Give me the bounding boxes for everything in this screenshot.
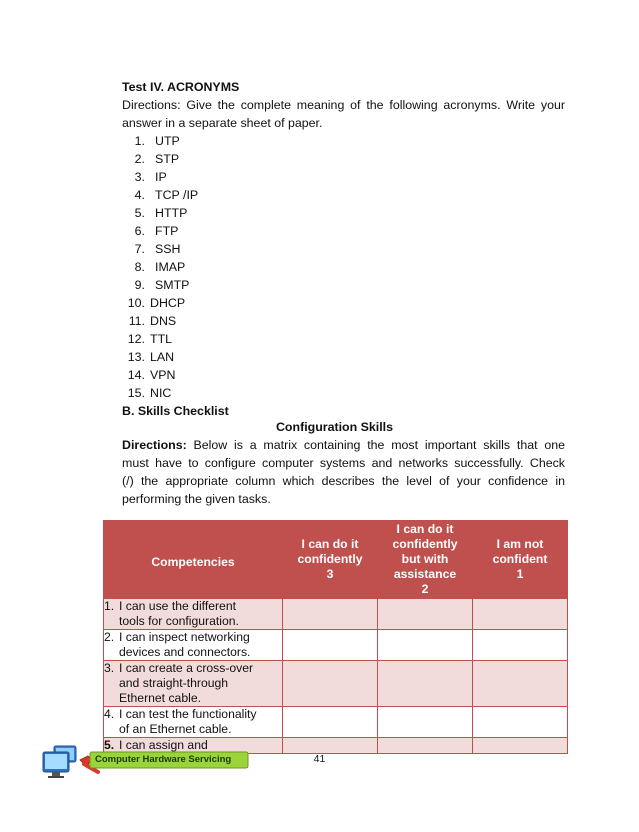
list-item: [0, 186, 300, 204]
list-item: [0, 258, 300, 276]
header-confident-3: I can do it confidently 3: [283, 521, 378, 599]
list-item-label: SSH: [155, 242, 181, 256]
check-cell-1[interactable]: [473, 661, 568, 707]
check-cell-3[interactable]: [283, 707, 378, 738]
list-item-number: 8.: [134, 260, 145, 274]
section-b-directions-line-4: performing the given tasks.: [122, 492, 271, 506]
list-item-label: HTTP: [155, 206, 188, 220]
check-cell-2[interactable]: [378, 630, 473, 661]
list-item: [0, 222, 300, 240]
list-item-number: 3.: [134, 170, 145, 184]
list-item: [0, 330, 300, 348]
list-item-number: 7.: [134, 242, 145, 256]
check-cell-1[interactable]: [473, 707, 568, 738]
list-item: [0, 168, 300, 186]
check-cell-1[interactable]: [473, 630, 568, 661]
list-item-number: 13.: [127, 350, 145, 364]
directions-text: Below is a matrix containing the most important skills that one: [186, 438, 565, 452]
test-iv-heading: Test IV. ACRONYMS: [122, 80, 240, 94]
section-b-directions-line-1: [122, 436, 565, 454]
check-cell-2[interactable]: [378, 599, 473, 630]
list-item: [0, 150, 300, 168]
page-number: 41: [313, 753, 326, 765]
test-iv-directions-line-2: answer in a separate sheet of paper.: [122, 116, 323, 130]
list-item: [0, 276, 300, 294]
check-cell-1[interactable]: [473, 738, 568, 754]
table-row: [104, 661, 568, 707]
list-item-label: DHCP: [150, 296, 186, 310]
list-item-number: 6.: [134, 224, 145, 238]
directions-label: Directions:: [122, 438, 187, 452]
list-item-label: FTP: [155, 224, 179, 238]
competency-cell: 2. I can inspect networking devices and connectors.: [104, 630, 283, 661]
check-cell-1[interactable]: [473, 599, 568, 630]
list-item-number: 15.: [127, 386, 145, 400]
check-cell-3[interactable]: [283, 661, 378, 707]
competency-cell: 4. I can test the functionality of an Ethernet cable.: [104, 707, 283, 738]
competency-cell: 3. I can create a cross-over and straight-through Ethernet cable.: [104, 661, 283, 707]
check-cell-3[interactable]: [283, 599, 378, 630]
check-cell-3[interactable]: [283, 630, 378, 661]
list-item-number: 10.: [127, 296, 145, 310]
competency-cell: 1. I can use the different tools for configuration.: [104, 599, 283, 630]
list-item-label: LAN: [150, 350, 175, 364]
table-header-row: [104, 521, 568, 599]
test-iv-directions-line-1: Directions: Give the complete meaning of the following acronyms. Write your: [122, 98, 565, 112]
header-competencies: Competencies: [104, 521, 283, 599]
list-item-label: TCP /IP: [155, 188, 199, 202]
list-item: [0, 240, 300, 258]
list-item-label: TTL: [150, 332, 173, 346]
logo-text: Computer Hardware Servicing: [95, 754, 232, 765]
check-cell-2[interactable]: [378, 738, 473, 754]
list-item-label: STP: [155, 152, 180, 166]
configuration-skills-title: Configuration Skills: [275, 420, 394, 434]
list-item-label: SMTP: [155, 278, 190, 292]
list-item-label: IMAP: [155, 260, 186, 274]
list-item-number: 2.: [134, 152, 145, 166]
section-b-heading: B. Skills Checklist: [122, 404, 229, 418]
list-item-label: NIC: [150, 386, 172, 400]
list-item: [0, 294, 300, 312]
check-cell-2[interactable]: [378, 661, 473, 707]
table-row: [104, 599, 568, 630]
header-with-assistance-2: I can do it confidently but with assistance 2: [378, 521, 473, 599]
section-b-directions-line-2: must have to configure computer systems and networks successfully. Check: [122, 456, 565, 470]
check-cell-3[interactable]: [283, 738, 378, 754]
header-not-confident-1: I am not confident 1: [473, 521, 568, 599]
list-item: [0, 366, 300, 384]
list-item: [0, 312, 300, 330]
list-item: [0, 384, 300, 402]
competency-cell: 5. I can assign and: [104, 738, 283, 754]
list-item-number: 1.: [134, 134, 145, 148]
list-item-number: 5.: [134, 206, 145, 220]
list-item-label: DNS: [150, 314, 177, 328]
list-item-number: 9.: [134, 278, 145, 292]
list-item: [0, 132, 300, 150]
list-item-number: 14.: [127, 368, 145, 382]
table-row: [104, 707, 568, 738]
list-item-number: 12.: [127, 332, 145, 346]
list-item-number: 11.: [128, 314, 145, 328]
list-item-number: 4.: [134, 188, 145, 202]
section-b-directions-line-3: (/) the appropriate column which describes the level of your confidence in: [122, 474, 565, 488]
table-row: [104, 630, 568, 661]
list-item-label: UTP: [155, 134, 180, 148]
list-item: [0, 204, 300, 222]
check-cell-2[interactable]: [378, 707, 473, 738]
list-item-label: IP: [155, 170, 167, 184]
list-item: [0, 348, 300, 366]
list-item-label: VPN: [150, 368, 176, 382]
skills-checklist-table: [103, 520, 568, 754]
